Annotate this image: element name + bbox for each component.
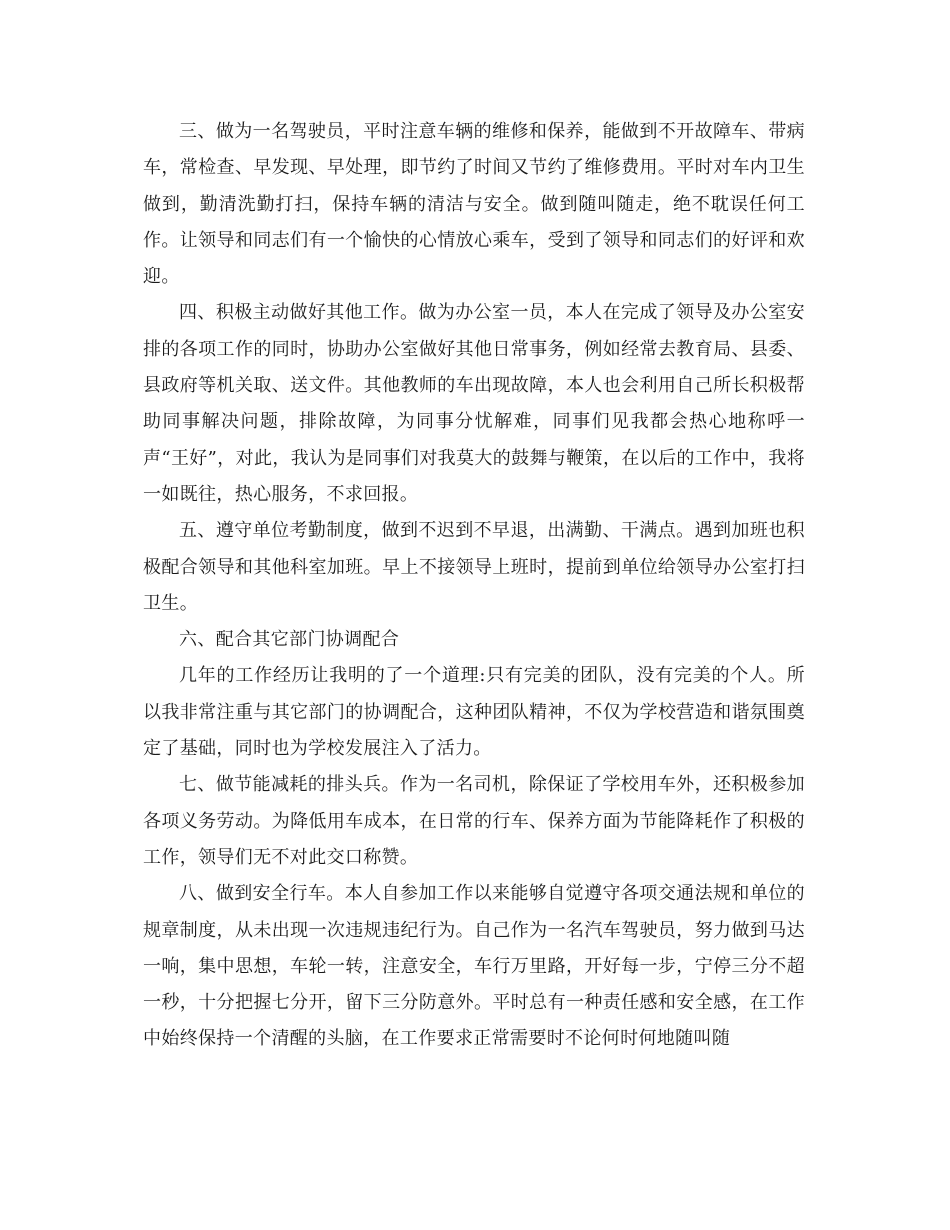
paragraph-6-body-teamwork: 几年的工作经历让我明的了一个道理:只有完美的团队，没有完美的个人。所以我非常注重与其它部门的协调配合，这种团队精神，不仅为学校营造和谐氛围奠定了基础，同时也为学校发展注入了活力。 [143,665,805,760]
paragraph-5-attendance: 五、遵守单位考勤制度，做到不迟到不早退，出满勤、干满点。遇到加班也积极配合领导和其他科室加班。早上不接领导上班时，提前到单位给领导办公室打扫卫生。 [143,520,805,614]
paragraph-3-vehicle-maintenance: 三、做为一名驾驶员，平时注意车辆的维修和保养，能做到不开故障车、带病车，常检查、早发现、早处理，即节约了时间又节约了维修费用。平时对车内卫生做到，勤清洗勤打扫，保持车辆的清洁与安全。做到随叫随走，绝不耽误任何工作。让领导和同志们有一个愉快的心情放心乘车，受到了领导和同志们的好评和欢迎。 [143,121,805,288]
paragraph-7-energy-saving: 七、做节能减耗的排头兵。作为一名司机，除保证了学校用车外，还积极参加各项义务劳动。为降低用车成本，在日常的行车、保养方面为节能降耗作了积极的工作，领导们无不对此交口称赞。 [143,774,805,868]
paragraph-4-other-work: 四、积极主动做好其他工作。做为办公室一员，本人在完成了领导及办公室安排的各项工作的同时，协助办公室做好其他日常事务，例如经常去教育局、县委、县政府等机关取、送文件。其他教师的车出现故障，本人也会利用自己所长积极帮助同事解决问题，排除故障，为同事分忧解难，同事们见我都会热心地称呼一声“王好”，对此，我认为是同事们对我莫大的鼓舞与鞭策，在以后的工作中，我将一如既往，热心服务，不求回报。 [143,302,805,505]
paragraph-8-safe-driving: 八、做到安全行车。本人自参加工作以来能够自觉遵守各项交通法规和单位的规章制度，从未出现一次违规违纪行为。自己作为一名汽车驾驶员，努力做到马达一响，集中思想，车轮一转，注意安全，车行万里路，开好每一步，宁停三分不超一秒，十分把握七分开，留下三分防意外。平时总有一种责任感和安全感，在工作中始终保持一个清醒的头脑，在工作要求正常需要时不论何时何地随叫随 [143,883,805,1050]
paragraph-6-heading-cooperation: 六、配合其它部门协调配合 [179,629,400,651]
document-body [143,114,805,1058]
